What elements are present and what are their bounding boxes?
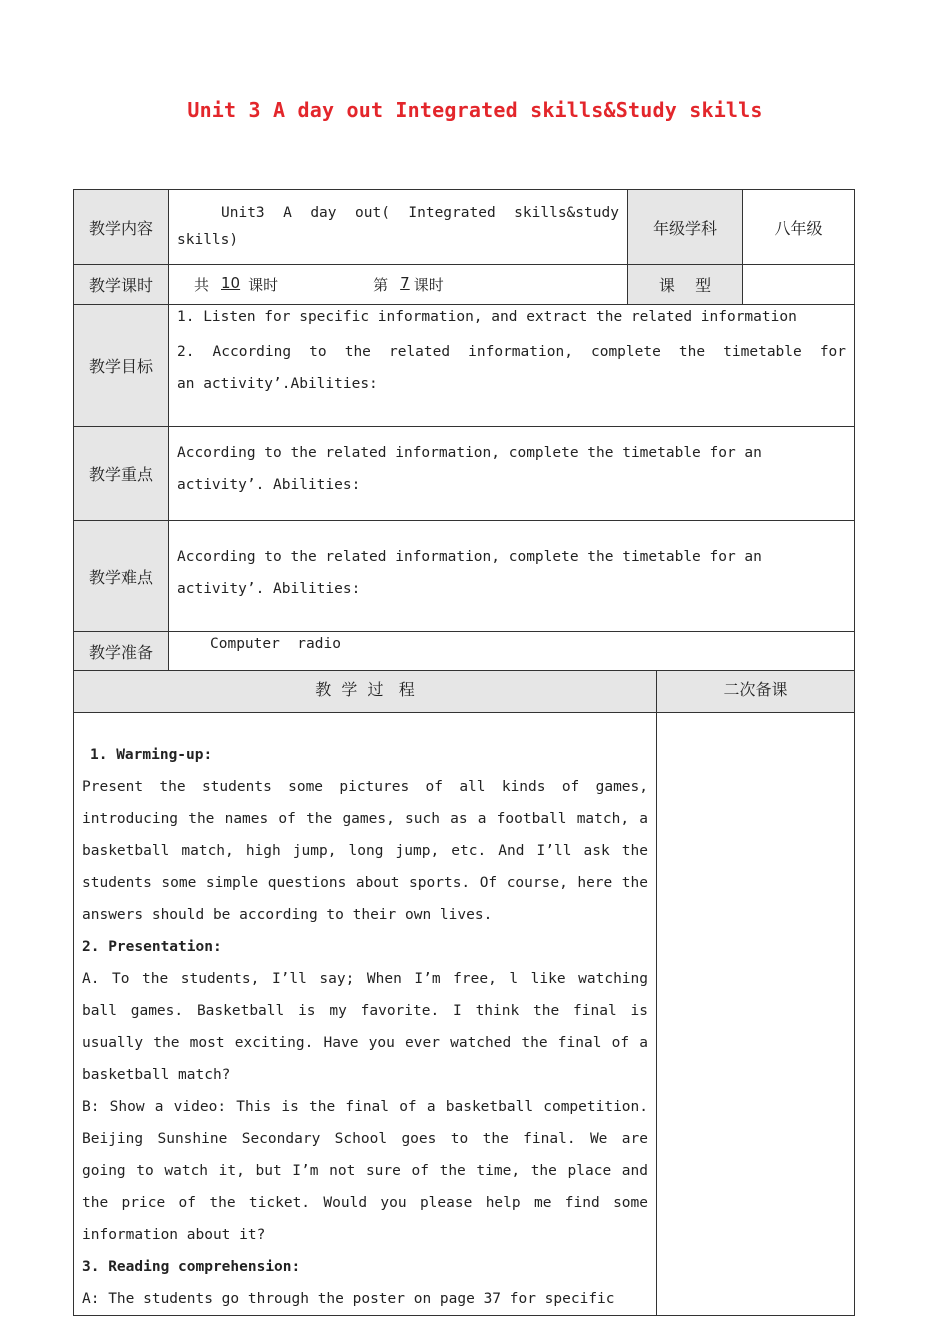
content-word: A <box>283 205 292 221</box>
second-prep-header: 二次备课 <box>657 671 855 713</box>
reading-a: A: The students go through the poster on page 37 for specific <box>82 1291 615 1307</box>
row-difficulty <box>74 521 855 632</box>
goal-1: 1. Listen for specific information, and extract the related information <box>177 309 797 325</box>
content-word: out( <box>355 205 390 221</box>
content-line-1 <box>177 200 619 227</box>
content-line-2: skills) <box>177 232 239 248</box>
row-goals <box>74 305 855 427</box>
hours-label: 教学课时 <box>74 265 169 305</box>
reading-heading: 3. Reading comprehension: <box>82 1259 301 1275</box>
prep-value: Computer radio <box>169 632 855 671</box>
content-word: skills&study <box>514 205 619 221</box>
hours-value <box>169 265 628 305</box>
second-prep-body <box>657 713 855 1316</box>
presentation-a: A. To the students, I’ll say; When I’m free, l like watching ball games. Basketball is my favorite. I think the final is usually the most exciting. Have you ever watched the final of a basketball match? <box>82 971 648 1083</box>
goals-value <box>169 305 864 427</box>
grade-value: 八年级 <box>743 190 855 265</box>
row-content <box>74 190 855 265</box>
content-word: Integrated <box>408 205 496 221</box>
goal-2: 2. According to the related information, complete the timetable for an activity’.Abilities: <box>177 344 864 392</box>
lesson-plan-table <box>73 189 864 1316</box>
row-focus <box>74 427 855 521</box>
content-word: Unit3 <box>221 205 265 221</box>
hours-nth-prefix: 第 <box>373 276 389 294</box>
row-process-body <box>74 713 855 1316</box>
process-body <box>74 713 657 1316</box>
hours-total-prefix: 共 <box>194 276 210 294</box>
hours-total: 10 <box>221 274 241 292</box>
row-hours <box>74 265 855 305</box>
difficulty-value: According to the related information, complete the timetable for an activity’. Abilities: <box>169 521 855 632</box>
row-process-header <box>74 671 855 713</box>
document-title: Unit 3 A day out Integrated skills&Study skills <box>187 98 763 122</box>
focus-value: According to the related information, complete the timetable for an activity’. Abilities: <box>169 427 855 521</box>
presentation-b: B: Show a video: This is the final of a basketball competition. Beijing Sunshine Secondary School goes to the final. We are going to watch it, but I’m not sure of the time, the place and the price of the ticket. Would you please help me find some information about it? <box>82 1099 648 1243</box>
hours-nth: 7 <box>400 274 410 292</box>
content-label: 教学内容 <box>74 190 169 265</box>
warming-up-text: Present the students some pictures of all kinds of games, introducing the names of the games, such as a football match, a basketball match, high jump, long jump, etc. And I’ll ask the students some simple questions about sports. Of course, here the answers should be according to their own lives. <box>82 779 648 923</box>
warming-up-heading: 1. Warming-up: <box>90 747 213 763</box>
goals-label: 教学目标 <box>74 305 169 427</box>
grade-subject-label: 年级学科 <box>628 190 743 265</box>
type-value <box>743 265 855 305</box>
content-word: day <box>310 205 337 221</box>
difficulty-label: 教学难点 <box>74 521 169 632</box>
type-label: 课 型 <box>628 265 743 305</box>
focus-label: 教学重点 <box>74 427 169 521</box>
presentation-heading: 2. Presentation: <box>82 939 222 955</box>
prep-label: 教学准备 <box>74 632 169 671</box>
content-value <box>169 190 628 265</box>
process-header: 教 学 过 程 <box>74 671 657 713</box>
row-prep <box>74 632 855 671</box>
hours-nth-unit: 课时 <box>413 276 444 294</box>
hours-unit: 课时 <box>248 276 279 294</box>
